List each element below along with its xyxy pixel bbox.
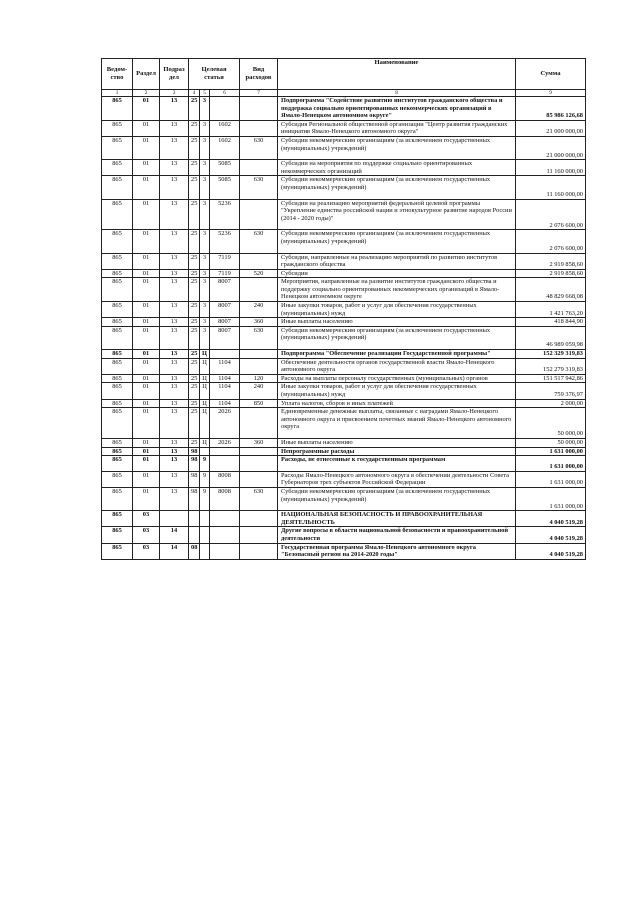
cell-vid: 120: [240, 374, 278, 383]
cell-celevaya-3: 7119: [210, 269, 240, 278]
cell-name: Субсидии некоммерческим организациям (за исключением государственных (муниципальных) учреждений): [278, 487, 516, 510]
cell-sum: 48 829 668,08: [516, 278, 586, 302]
cell-vedomstvo: 865: [102, 383, 133, 399]
cell-vid: [240, 408, 278, 439]
cell-razdel: 01: [133, 326, 160, 349]
cell-razdel: 01: [133, 136, 160, 159]
cell-celevaya-2: Ц: [200, 358, 210, 374]
cell-celevaya-3: [210, 511, 240, 527]
cell-sum: 2 076 600,00: [516, 199, 586, 230]
cell-celevaya-1: 25: [189, 176, 200, 199]
cell-razdel: 01: [133, 399, 160, 408]
cell-celevaya-2: Ц: [200, 399, 210, 408]
cell-podrazdel: 13: [160, 399, 189, 408]
cell-vedomstvo: 865: [102, 253, 133, 269]
cell-razdel: 01: [133, 230, 160, 253]
colnum: 8: [278, 90, 516, 97]
cell-razdel: 01: [133, 456, 160, 472]
cell-name: Субсидии, направленные на реализацию мероприятий по развитию институтов гражданского общества: [278, 253, 516, 269]
cell-celevaya-1: 98: [189, 471, 200, 487]
cell-sum: 1 631 000,00: [516, 487, 586, 510]
cell-vedomstvo: 865: [102, 160, 133, 176]
cell-sum: 1 631 000,00: [516, 471, 586, 487]
cell-celevaya-1: 25: [189, 358, 200, 374]
table-row: [102, 230, 586, 253]
table-row: [102, 543, 586, 559]
cell-razdel: 01: [133, 487, 160, 510]
cell-podrazdel: 13: [160, 176, 189, 199]
table-row: [102, 350, 586, 359]
cell-celevaya-3: 1104: [210, 383, 240, 399]
cell-celevaya-1: 25: [189, 278, 200, 302]
cell-podrazdel: 14: [160, 527, 189, 543]
cell-podrazdel: 13: [160, 136, 189, 159]
cell-celevaya-3: 5085: [210, 160, 240, 176]
cell-vid: 240: [240, 302, 278, 318]
cell-razdel: 01: [133, 176, 160, 199]
colnum: 6: [210, 90, 240, 97]
cell-celevaya-2: 3: [200, 176, 210, 199]
cell-celevaya-1: 25: [189, 253, 200, 269]
cell-name: Субсидии некоммерческим организациям (за исключением государственных (муниципальных) учреждений): [278, 230, 516, 253]
table-row: [102, 383, 586, 399]
cell-name: Обеспечение деятельности органов государственной власти Ямало-Ненецкого автономного округа: [278, 358, 516, 374]
cell-vid: [240, 447, 278, 456]
cell-vedomstvo: 865: [102, 447, 133, 456]
cell-vedomstvo: 865: [102, 527, 133, 543]
cell-name: Расходы, не отнесенные к государственным программам: [278, 456, 516, 472]
cell-celevaya-1: [189, 511, 200, 527]
cell-vedomstvo: 865: [102, 326, 133, 349]
cell-celevaya-3: 1104: [210, 374, 240, 383]
cell-sum: 21 000 000,00: [516, 120, 586, 136]
cell-name: Расходы на выплаты персоналу государственных (муниципальных) органов: [278, 374, 516, 383]
budget-table-body: [102, 97, 586, 560]
table-row: [102, 456, 586, 472]
cell-celevaya-3: 8008: [210, 471, 240, 487]
cell-celevaya-1: 25: [189, 97, 200, 121]
cell-sum: 1 631 000,00: [516, 447, 586, 456]
cell-celevaya-2: 3: [200, 302, 210, 318]
colnum: 7: [240, 90, 278, 97]
cell-vedomstvo: 865: [102, 456, 133, 472]
column-number-row: [102, 90, 586, 97]
table-row: [102, 487, 586, 510]
cell-celevaya-3: [210, 456, 240, 472]
table-row: [102, 199, 586, 230]
cell-vedomstvo: 865: [102, 176, 133, 199]
cell-sum: 2 000,00: [516, 399, 586, 408]
cell-celevaya-3: 1602: [210, 120, 240, 136]
table-row: [102, 176, 586, 199]
table-row: [102, 374, 586, 383]
table-row: [102, 527, 586, 543]
cell-name: Субсидии на реализацию мероприятий федеральной целевой программы "Укрепление единства российской нации и этнокультурное развитие народов России (2014 - 2020 годы)": [278, 199, 516, 230]
cell-celevaya-1: [189, 527, 200, 543]
colnum: 3: [160, 90, 189, 97]
budget-table: [101, 58, 586, 560]
cell-vedomstvo: 865: [102, 408, 133, 439]
cell-name: Субсидии: [278, 269, 516, 278]
cell-podrazdel: 14: [160, 543, 189, 559]
cell-sum: 152 329 319,83: [516, 350, 586, 359]
table-row: [102, 253, 586, 269]
cell-vedomstvo: 865: [102, 487, 133, 510]
cell-vedomstvo: 865: [102, 399, 133, 408]
cell-celevaya-1: 25: [189, 230, 200, 253]
cell-vid: 630: [240, 136, 278, 159]
cell-sum: 2 076 600,00: [516, 230, 586, 253]
cell-vid: 240: [240, 383, 278, 399]
cell-name: Подпрограмма "Обеспечение реализации Государственной программы": [278, 350, 516, 359]
table-row: [102, 269, 586, 278]
cell-name: Мероприятия, направленные на развитие институтов гражданского общества и поддержку социально ориентированных некоммерческих организаций в Ямало-Ненецком автономном округе: [278, 278, 516, 302]
cell-sum: 11 160 000,00: [516, 176, 586, 199]
cell-vedomstvo: 865: [102, 269, 133, 278]
cell-celevaya-1: 25: [189, 318, 200, 327]
cell-celevaya-3: 1104: [210, 358, 240, 374]
colnum: 4: [189, 90, 200, 97]
cell-vid: [240, 120, 278, 136]
cell-celevaya-3: [210, 543, 240, 559]
cell-celevaya-2: 3: [200, 160, 210, 176]
cell-podrazdel: 13: [160, 487, 189, 510]
cell-vid: [240, 97, 278, 121]
cell-sum: 2 919 858,60: [516, 269, 586, 278]
cell-vid: 360: [240, 438, 278, 447]
cell-celevaya-2: [200, 447, 210, 456]
cell-podrazdel: 13: [160, 383, 189, 399]
cell-name: Единовременные денежные выплаты, связанные с наградами Ямало-Ненецкого автономного округа и присвоением почетных званий Ямало-Ненецкого автономного округа: [278, 408, 516, 439]
cell-podrazdel: 13: [160, 253, 189, 269]
cell-celevaya-3: [210, 447, 240, 456]
cell-name: Уплата налогов, сборов и иных платежей: [278, 399, 516, 408]
cell-name: Иные выплаты населению: [278, 318, 516, 327]
cell-celevaya-2: Ц: [200, 383, 210, 399]
cell-vid: 630: [240, 326, 278, 349]
cell-vedomstvo: 865: [102, 543, 133, 559]
cell-podrazdel: 13: [160, 269, 189, 278]
cell-razdel: 03: [133, 511, 160, 527]
cell-celevaya-1: 25: [189, 438, 200, 447]
cell-podrazdel: 13: [160, 230, 189, 253]
cell-name: Субсидии некоммерческим организациям (за исключением государственных (муниципальных) учреждений): [278, 326, 516, 349]
cell-celevaya-2: 3: [200, 120, 210, 136]
cell-vid: 630: [240, 230, 278, 253]
table-row: [102, 97, 586, 121]
cell-name: Субсидия Региональной общественной организации "Центр развития гражданских инициатив Ямало-Ненецкого автономного округа": [278, 120, 516, 136]
cell-razdel: 03: [133, 527, 160, 543]
cell-vid: 630: [240, 176, 278, 199]
cell-vid: 520: [240, 269, 278, 278]
cell-celevaya-1: 98: [189, 456, 200, 472]
cell-vedomstvo: 865: [102, 278, 133, 302]
cell-name: Расходы Ямало-Ненецкого автономного округа в обеспечении деятельности Совета Губернаторов трех субъектов Российской Федерации: [278, 471, 516, 487]
cell-vedomstvo: 865: [102, 97, 133, 121]
cell-celevaya-2: [200, 543, 210, 559]
table-row: [102, 318, 586, 327]
cell-vedomstvo: 865: [102, 374, 133, 383]
cell-celevaya-2: [200, 527, 210, 543]
cell-celevaya-3: 1104: [210, 399, 240, 408]
cell-celevaya-3: 8007: [210, 302, 240, 318]
cell-podrazdel: 13: [160, 302, 189, 318]
colnum: 9: [516, 90, 586, 97]
cell-sum: 4 040 519,28: [516, 543, 586, 559]
cell-celevaya-2: 3: [200, 136, 210, 159]
cell-celevaya-2: 9: [200, 471, 210, 487]
cell-celevaya-1: 25: [189, 350, 200, 359]
colnum: 5: [200, 90, 210, 97]
cell-vedomstvo: 865: [102, 199, 133, 230]
table-row: [102, 399, 586, 408]
table-row: [102, 136, 586, 159]
cell-celevaya-3: 7119: [210, 253, 240, 269]
colnum: 1: [102, 90, 133, 97]
cell-vid: [240, 160, 278, 176]
cell-razdel: 03: [133, 543, 160, 559]
cell-podrazdel: 13: [160, 374, 189, 383]
cell-celevaya-2: 3: [200, 199, 210, 230]
cell-sum: 4 040 519,28: [516, 527, 586, 543]
cell-podrazdel: 13: [160, 438, 189, 447]
cell-celevaya-2: [200, 511, 210, 527]
cell-podrazdel: 13: [160, 408, 189, 439]
cell-razdel: 01: [133, 318, 160, 327]
table-row: [102, 278, 586, 302]
table-row: [102, 471, 586, 487]
cell-vedomstvo: 865: [102, 120, 133, 136]
table-row: [102, 302, 586, 318]
table-row: [102, 326, 586, 349]
col-summa: Сумма: [516, 59, 586, 90]
col-vedomstvo: Ведом-ство: [102, 59, 133, 90]
cell-vid: 850: [240, 399, 278, 408]
cell-celevaya-1: 25: [189, 120, 200, 136]
cell-razdel: 01: [133, 350, 160, 359]
cell-razdel: 01: [133, 408, 160, 439]
cell-vid: [240, 358, 278, 374]
cell-razdel: 01: [133, 97, 160, 121]
cell-podrazdel: 13: [160, 199, 189, 230]
cell-vedomstvo: 865: [102, 511, 133, 527]
cell-razdel: 01: [133, 471, 160, 487]
cell-vedomstvo: 865: [102, 230, 133, 253]
cell-name: Другие вопросы в области национальной безопасности и правоохранительной деятельности: [278, 527, 516, 543]
cell-celevaya-1: 25: [189, 326, 200, 349]
cell-podrazdel: 13: [160, 120, 189, 136]
cell-podrazdel: 13: [160, 358, 189, 374]
cell-celevaya-3: 8007: [210, 326, 240, 349]
cell-name: НАЦИОНАЛЬНАЯ БЕЗОПАСНОСТЬ И ПРАВООХРАНИТЕЛЬНАЯ ДЕЯТЕЛЬНОСТЬ: [278, 511, 516, 527]
cell-sum: 759 376,97: [516, 383, 586, 399]
cell-celevaya-2: 3: [200, 326, 210, 349]
cell-name: Субсидии некоммерческим организациям (за исключением государственных (муниципальных) учреждений): [278, 176, 516, 199]
table-row: [102, 447, 586, 456]
cell-celevaya-1: 25: [189, 383, 200, 399]
cell-celevaya-2: 3: [200, 318, 210, 327]
cell-podrazdel: 13: [160, 447, 189, 456]
cell-vid: [240, 511, 278, 527]
cell-podrazdel: 13: [160, 160, 189, 176]
cell-podrazdel: 13: [160, 326, 189, 349]
cell-celevaya-3: 2026: [210, 438, 240, 447]
cell-celevaya-1: 25: [189, 374, 200, 383]
cell-name: Подпрограмма "Содействие развитию институтов гражданского общества и поддержка социально ориентированных некоммерческих организаций в Ямало-Ненецком автономном округе": [278, 97, 516, 121]
cell-podrazdel: 13: [160, 471, 189, 487]
cell-celevaya-3: 5236: [210, 199, 240, 230]
cell-razdel: 01: [133, 160, 160, 176]
cell-sum: 151 517 942,86: [516, 374, 586, 383]
cell-celevaya-3: [210, 350, 240, 359]
table-row: [102, 511, 586, 527]
cell-podrazdel: 13: [160, 278, 189, 302]
table-row: [102, 160, 586, 176]
cell-vid: [240, 253, 278, 269]
col-naim: Наименование: [278, 59, 516, 90]
table-row: [102, 120, 586, 136]
cell-celevaya-2: Ц: [200, 374, 210, 383]
cell-podrazdel: [160, 511, 189, 527]
cell-celevaya-2: 3: [200, 278, 210, 302]
cell-celevaya-1: 98: [189, 447, 200, 456]
cell-celevaya-3: 8007: [210, 278, 240, 302]
cell-vid: [240, 471, 278, 487]
cell-name: Иные закупки товаров, работ и услуг для обеспечения государственных (муниципальных) нужд: [278, 383, 516, 399]
cell-celevaya-1: 25: [189, 269, 200, 278]
colnum: 2: [133, 90, 160, 97]
cell-sum: 418 844,90: [516, 318, 586, 327]
cell-vid: [240, 527, 278, 543]
cell-razdel: 01: [133, 253, 160, 269]
cell-podrazdel: 13: [160, 97, 189, 121]
cell-celevaya-3: 5236: [210, 230, 240, 253]
cell-celevaya-2: 3: [200, 269, 210, 278]
cell-celevaya-3: 5085: [210, 176, 240, 199]
col-podrazdel: Подраз дел: [160, 59, 189, 90]
cell-celevaya-2: 9: [200, 456, 210, 472]
cell-razdel: 01: [133, 374, 160, 383]
table-row: [102, 438, 586, 447]
cell-vid: [240, 278, 278, 302]
cell-sum: 85 986 126,68: [516, 97, 586, 121]
col-celevaya: Целевая статья: [189, 59, 240, 90]
cell-podrazdel: 13: [160, 318, 189, 327]
cell-celevaya-1: 98: [189, 487, 200, 510]
cell-celevaya-3: 2026: [210, 408, 240, 439]
cell-vedomstvo: 865: [102, 471, 133, 487]
cell-celevaya-1: 25: [189, 399, 200, 408]
cell-celevaya-1: 25: [189, 408, 200, 439]
cell-vid: [240, 543, 278, 559]
cell-celevaya-1: 08: [189, 543, 200, 559]
table-row: [102, 358, 586, 374]
cell-vid: [240, 456, 278, 472]
cell-celevaya-2: 3: [200, 230, 210, 253]
cell-vedomstvo: 865: [102, 438, 133, 447]
cell-sum: 46 989 059,98: [516, 326, 586, 349]
cell-celevaya-3: 8008: [210, 487, 240, 510]
cell-name: Иные выплаты населению: [278, 438, 516, 447]
cell-razdel: 01: [133, 358, 160, 374]
cell-razdel: 01: [133, 120, 160, 136]
budget-table-page: [101, 58, 585, 560]
cell-sum: 21 000 000,00: [516, 136, 586, 159]
cell-razdel: 01: [133, 438, 160, 447]
cell-sum: 152 279 319,83: [516, 358, 586, 374]
cell-vedomstvo: 865: [102, 136, 133, 159]
cell-sum: 2 919 858,60: [516, 253, 586, 269]
cell-celevaya-2: Ц: [200, 408, 210, 439]
cell-name: Непрограммные расходы: [278, 447, 516, 456]
col-razdel: Раздел: [133, 59, 160, 90]
cell-celevaya-2: 3: [200, 253, 210, 269]
cell-vid: 630: [240, 487, 278, 510]
col-vid: Вид расходов: [240, 59, 278, 90]
cell-celevaya-2: Ц: [200, 438, 210, 447]
cell-vedomstvo: 865: [102, 302, 133, 318]
cell-name: Государственная программа Ямало-Ненецкого автономного округа "Безопасный регион на 2014-2020 годы": [278, 543, 516, 559]
cell-sum: 1 631 000,00: [516, 456, 586, 472]
cell-celevaya-2: Ц: [200, 350, 210, 359]
cell-sum: 1 421 763,20: [516, 302, 586, 318]
cell-celevaya-1: 25: [189, 160, 200, 176]
cell-celevaya-3: 8007: [210, 318, 240, 327]
table-row: [102, 408, 586, 439]
cell-celevaya-1: 25: [189, 199, 200, 230]
cell-razdel: 01: [133, 302, 160, 318]
cell-sum: 11 160 000,00: [516, 160, 586, 176]
cell-vedomstvo: 865: [102, 358, 133, 374]
cell-vedomstvo: 865: [102, 350, 133, 359]
cell-sum: 4 040 519,28: [516, 511, 586, 527]
cell-vid: [240, 350, 278, 359]
cell-name: Субсидии на мероприятия по поддержке социально ориентированных некоммерческих организаций: [278, 160, 516, 176]
cell-razdel: 01: [133, 269, 160, 278]
cell-vid: [240, 199, 278, 230]
cell-razdel: 01: [133, 199, 160, 230]
cell-name: Иные закупки товаров, работ и услуг для обеспечения государственных (муниципальных) нужд: [278, 302, 516, 318]
cell-celevaya-2: 9: [200, 487, 210, 510]
cell-sum: 50 000,00: [516, 438, 586, 447]
cell-celevaya-3: [210, 527, 240, 543]
cell-celevaya-1: 25: [189, 136, 200, 159]
cell-celevaya-3: [210, 97, 240, 121]
cell-name: Субсидии некоммерческим организациям (за исключением государственных (муниципальных) учреждений): [278, 136, 516, 159]
cell-vid: 360: [240, 318, 278, 327]
cell-celevaya-1: 25: [189, 302, 200, 318]
cell-sum: 50 000,00: [516, 408, 586, 439]
cell-razdel: 01: [133, 278, 160, 302]
cell-celevaya-3: 1602: [210, 136, 240, 159]
header-row: [102, 59, 586, 90]
cell-podrazdel: 13: [160, 350, 189, 359]
cell-celevaya-2: 3: [200, 97, 210, 121]
cell-vedomstvo: 865: [102, 318, 133, 327]
cell-razdel: 01: [133, 383, 160, 399]
cell-razdel: 01: [133, 447, 160, 456]
cell-podrazdel: 13: [160, 456, 189, 472]
